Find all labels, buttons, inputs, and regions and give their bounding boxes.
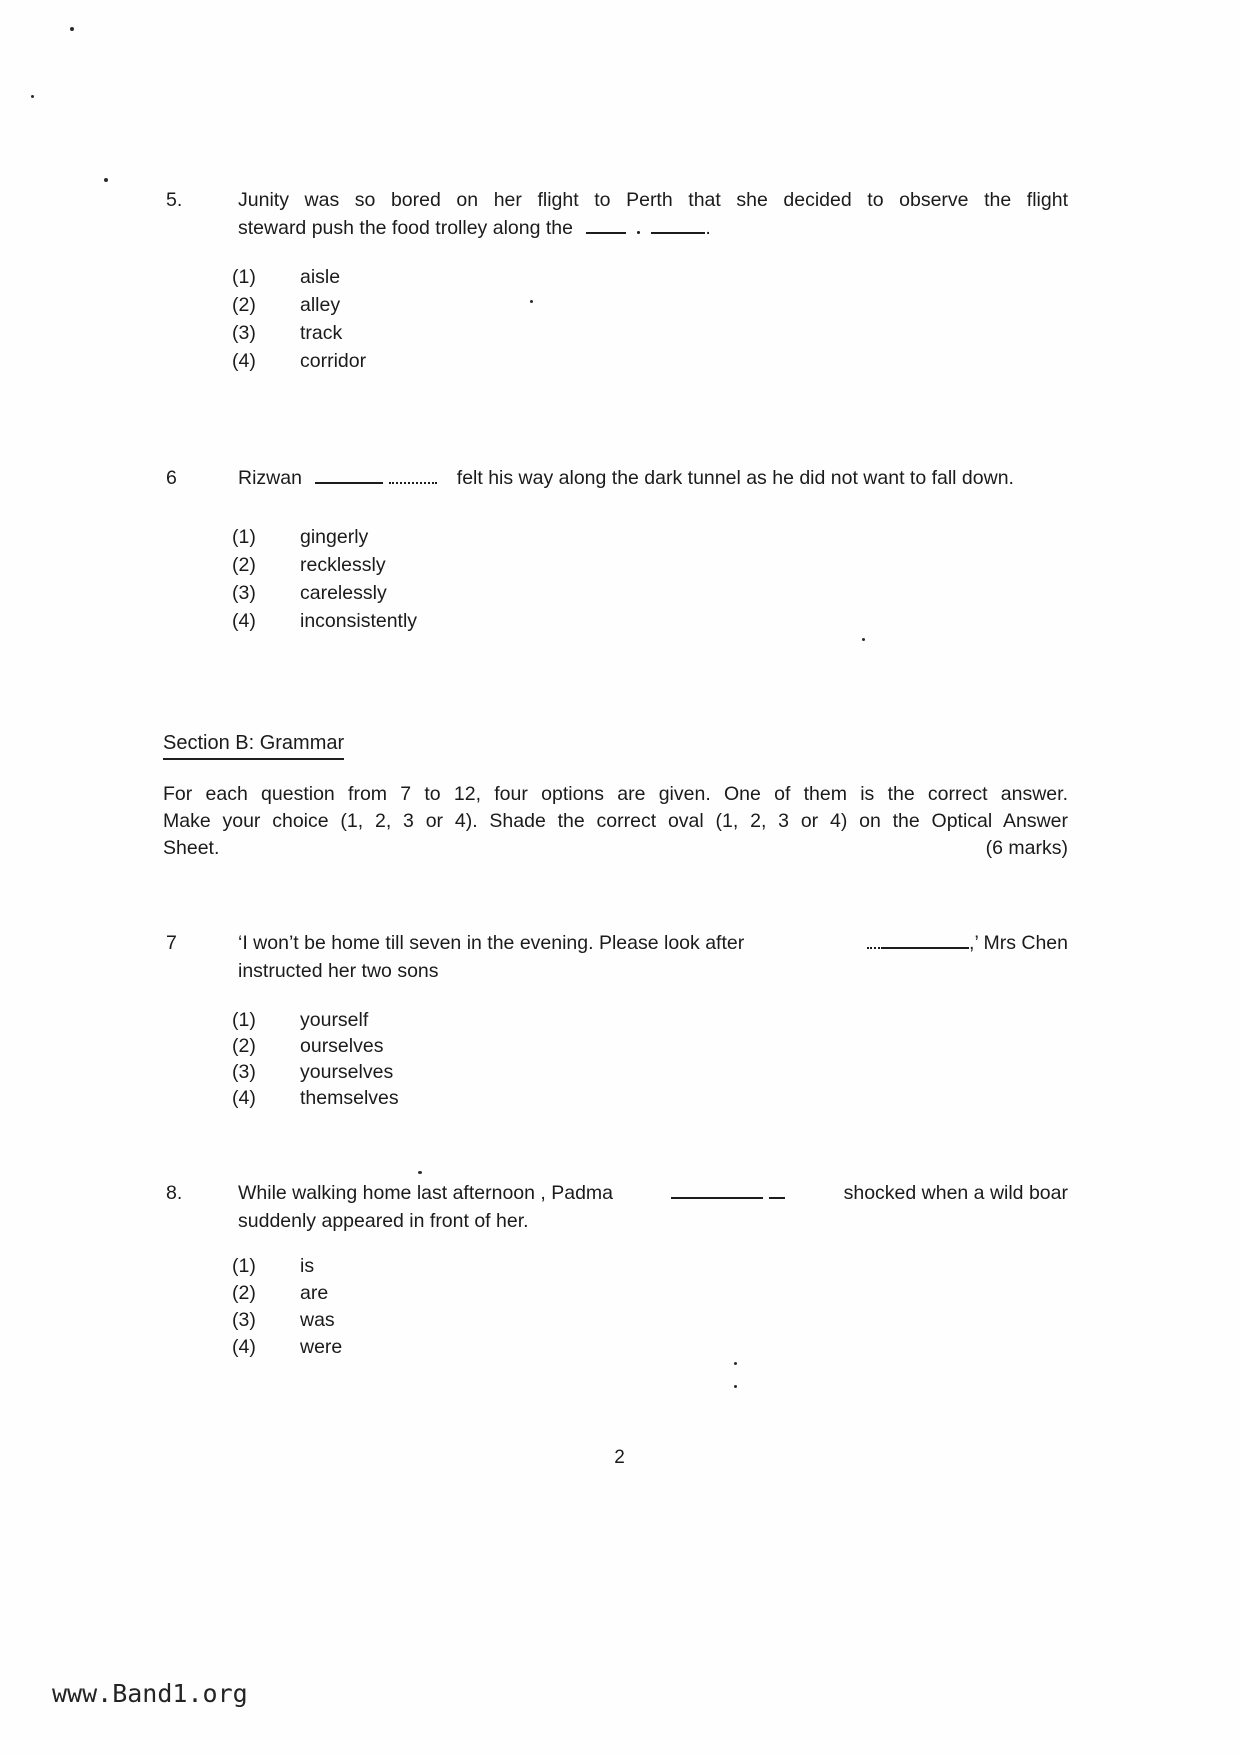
answer-blank [867,936,883,949]
option-label: recklessly [300,554,386,576]
section-b-heading [163,729,344,760]
section-title: Section B: Grammar [163,729,344,760]
option-row: (3) carelessly [232,579,417,607]
option-label: gingerly [300,526,369,548]
option-label: aisle [300,266,341,288]
option-row: (2) alley [232,291,366,319]
answer-blank [315,471,383,484]
option-row: (1) yourself [232,1009,369,1031]
scan-speck [530,300,533,303]
option-label: yourself [300,1009,369,1031]
scan-speck [418,1171,422,1174]
scan-speck [862,638,865,641]
question-5-line2: steward push the food trolley along the . [238,217,711,239]
scan-speck [31,95,34,98]
question-8-line1: While walking home last afternoon , Padma shocked when a wild boar [238,1182,1068,1204]
option-label: carelessly [300,582,387,604]
option-row: (4) were [232,1334,342,1361]
question-8 [166,1179,1068,1235]
question-5 [166,186,1068,242]
question-5-line1: Junity was so bored on her flight to Perth that she decided to observe the flight [238,189,1068,211]
marks-label: (6 marks) [985,837,1068,859]
question-7-number: 7 [166,932,177,954]
option-label: inconsistently [300,610,418,632]
question-7-options [232,1007,399,1111]
answer-blank [883,936,969,949]
option-label: is [300,1255,315,1277]
option-row: (4) themselves [232,1087,399,1109]
option-label: corridor [300,350,367,372]
option-row: (2) recklessly [232,551,417,579]
option-label: yourselves [300,1061,394,1083]
option-label: alley [300,294,341,316]
option-row: (3) track [232,319,366,347]
option-label: ourselves [300,1035,384,1057]
section-b-instructions [163,781,1068,862]
watermark: www.Band1.org [52,1679,248,1708]
question-8-number: 8. [166,1182,183,1204]
option-label: themselves [300,1087,399,1109]
option-row: (1) gingerly [232,523,417,551]
question-8-options [232,1253,342,1361]
scan-speck [734,1362,737,1365]
scan-speck [70,27,74,31]
page-number: 2 [614,1447,625,1468]
option-row: (4) corridor [232,347,366,375]
question-8-line2: suddenly appeared in front of her. [238,1210,529,1232]
question-7-line2: instructed her two sons [238,960,439,982]
answer-blank [389,471,437,484]
answer-blank [586,221,626,234]
scan-speck [734,1385,737,1388]
option-row: (3) was [232,1307,342,1334]
instructions-line2: Make your choice (1, 2, 3 or 4). Shade the correct oval (1, 2, 3 or 4) on the Optical Answer [163,810,1068,832]
option-row: (1) is [232,1253,342,1280]
question-5-options [232,263,366,375]
option-label: was [300,1309,335,1331]
option-label: track [300,322,343,344]
option-row: (2) ourselves [232,1035,384,1057]
answer-blank [651,221,705,234]
option-row: (3) yourselves [232,1061,394,1083]
question-6-number: 6 [166,467,177,489]
question-6 [166,464,1068,492]
answer-blank [769,1186,785,1199]
option-row: (2) are [232,1280,342,1307]
instructions-line3: Sheet. [163,837,220,859]
question-6-options [232,523,417,635]
answer-blank [671,1186,763,1199]
option-label: were [300,1336,343,1358]
option-label: are [300,1282,329,1304]
option-row: (4) inconsistently [232,607,417,635]
option-row: (1) aisle [232,263,366,291]
question-6-line: Rizwan felt his way along the dark tunnel as he did not want to fall down. [238,467,1014,489]
scan-speck [104,178,108,182]
question-7-line1: ‘I won’t be home till seven in the evening. Please look after ,’ Mrs Chen [238,932,1068,954]
question-5-number: 5. [166,189,183,211]
instructions-line1: For each question from 7 to 12, four options are given. One of them is the correct answer. [163,783,1068,805]
question-7 [166,929,1068,985]
